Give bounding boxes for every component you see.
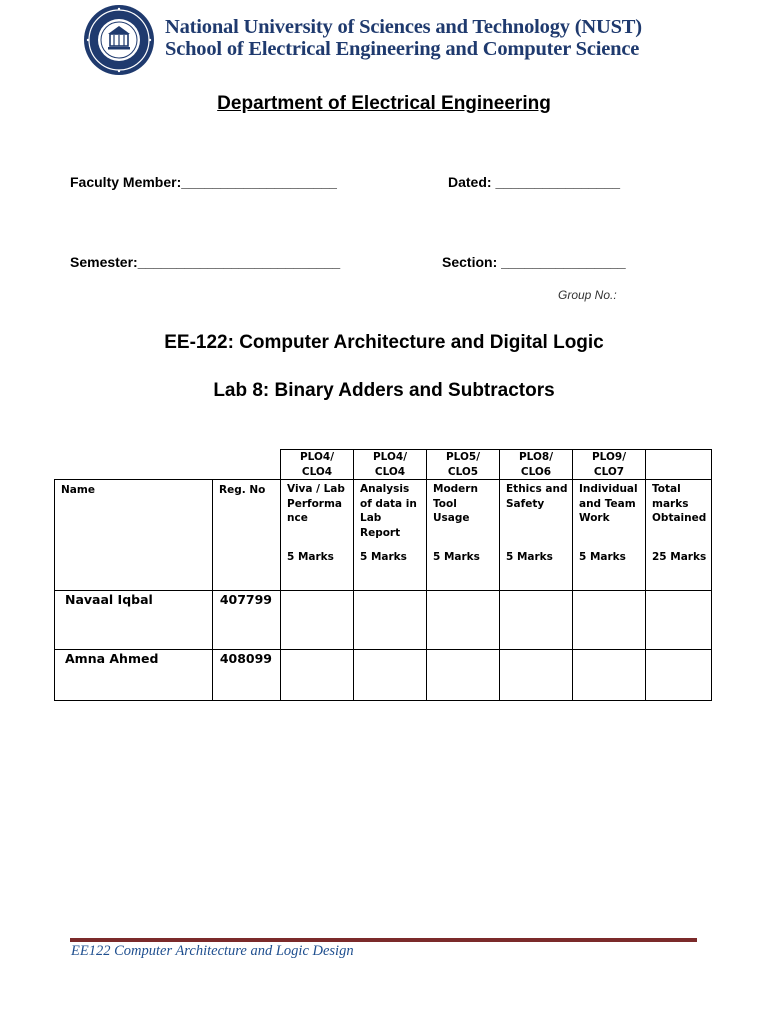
footer-text: EE122 Computer Architecture and Logic Design [71,943,354,959]
faculty-member-field: Faculty Member:____________________ [70,174,337,190]
university-name: National University of Sciences and Technology (NUST) [165,16,642,38]
total-marks-cell: Total marks Obtained 25 Marks [646,480,712,591]
plo-header-empty [646,450,712,480]
student-name: Navaal Iqbal [55,591,213,650]
mark-cell[interactable] [500,591,573,650]
mark-cell[interactable] [427,650,500,701]
student-name: Amna Ahmed [55,650,213,701]
section-field: Section: ________________ [442,254,626,270]
name-column-header: Name [55,480,213,591]
criterion-cell: Modern Tool Usage 5 Marks [427,480,500,591]
mark-cell[interactable] [354,650,427,701]
plo-header: PLO4/ CLO4 [281,450,354,480]
mark-cell[interactable] [573,591,646,650]
plo-header: PLO9/ CLO7 [573,450,646,480]
plo-header: PLO5/ CLO5 [427,450,500,480]
criterion-cell: Analysis of data in Lab Report 5 Marks [354,480,427,591]
criterion-cell: Individual and Team Work 5 Marks [573,480,646,591]
university-seal-icon [83,4,155,76]
plo-header: PLO4/ CLO4 [354,450,427,480]
mark-cell[interactable] [427,591,500,650]
semester-field: Semester:__________________________ [70,254,341,270]
table-row [55,650,712,701]
reg-no-column-header: Reg. No [213,480,281,591]
footer-divider [70,938,697,942]
course-title: EE-122: Computer Architecture and Digital Logic [164,332,604,353]
department-title: Department of Electrical Engineering [217,93,551,114]
criterion-cell: Viva / Lab Performance 5 Marks [281,480,354,591]
plo-header-row [55,450,712,480]
marks-table [54,449,712,701]
mark-cell[interactable] [354,591,427,650]
criteria-header-row [55,480,712,591]
plo-header: PLO8/ CLO6 [500,450,573,480]
total-cell[interactable] [646,650,712,701]
table-row [55,591,712,650]
mark-cell[interactable] [281,591,354,650]
mark-cell[interactable] [573,650,646,701]
student-reg-no: 407799 [213,591,281,650]
group-number-label: Group No.: [558,288,617,302]
mark-cell[interactable] [500,650,573,701]
student-reg-no: 408099 [213,650,281,701]
school-name: School of Electrical Engineering and Computer Science [165,38,640,60]
total-cell[interactable] [646,591,712,650]
criterion-cell: Ethics and Safety 5 Marks [500,480,573,591]
dated-field: Dated: ________________ [448,174,621,190]
lab-title: Lab 8: Binary Adders and Subtractors [213,380,555,401]
mark-cell[interactable] [281,650,354,701]
